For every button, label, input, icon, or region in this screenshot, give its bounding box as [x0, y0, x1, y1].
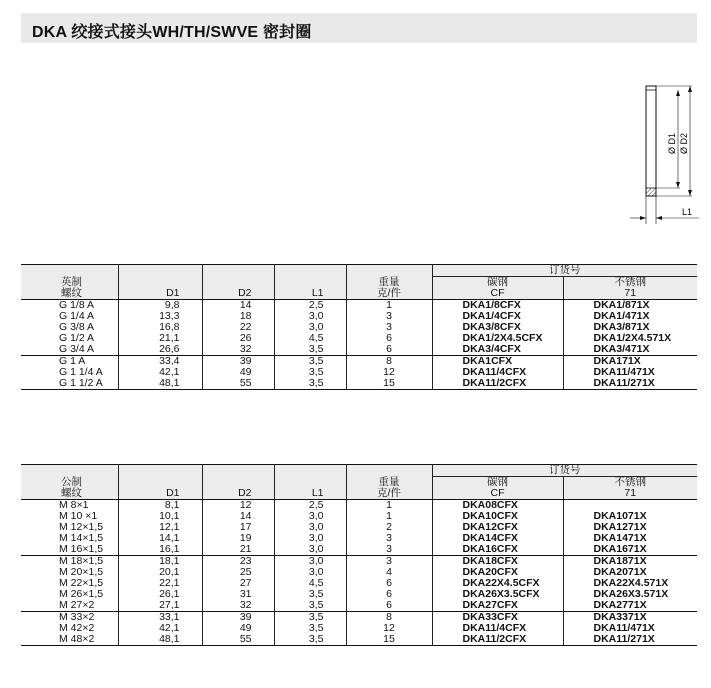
d2-header — [202, 265, 274, 300]
l1-cell: 3,5 — [274, 623, 346, 634]
thread-header-line: 英制 — [61, 276, 82, 288]
thread-cell: M 22×1,5 — [21, 578, 118, 589]
cf-header-code: CF — [432, 488, 563, 500]
d2-cell: 55 — [202, 634, 274, 646]
cf-order-cell: DKA22X4.5CFX — [432, 578, 563, 589]
weight-cell: 12 — [346, 623, 432, 634]
l1-cell: 3,0 — [274, 533, 346, 544]
thread-cell: G 1 1/2 A — [21, 378, 118, 390]
weight-cell: 6 — [346, 344, 432, 356]
thread-header-line: 螺纹 — [61, 287, 82, 299]
l1-cell: 3,5 — [274, 344, 346, 356]
thread-cell: M 33×2 — [21, 612, 118, 624]
l1-header — [274, 265, 346, 300]
thread-cell: G 3/8 A — [21, 322, 118, 333]
thread-cell: G 1/4 A — [21, 311, 118, 322]
d2-cell: 23 — [202, 556, 274, 568]
cf-order-cell: DKA14CFX — [432, 533, 563, 544]
l1-cell: 3,0 — [274, 511, 346, 522]
thread-cell: M 16×1,5 — [21, 544, 118, 556]
cf-order-cell: DKA16CFX — [432, 544, 563, 556]
d1-cell: 48,1 — [118, 634, 202, 646]
d2-cell: 39 — [202, 612, 274, 624]
d1-cell: 33,1 — [118, 612, 202, 624]
d1-cell: 14,1 — [118, 533, 202, 544]
d2-cell: 22 — [202, 322, 274, 333]
cf-order-cell: DKA27CFX — [432, 600, 563, 612]
d1-cell: 20,1 — [118, 567, 202, 578]
table-row — [21, 634, 697, 646]
thread-cell: M 20×1,5 — [21, 567, 118, 578]
d2-cell: 55 — [202, 378, 274, 390]
weight-header — [346, 265, 432, 300]
d2-cell: 14 — [202, 511, 274, 522]
d1-cell: 9,8 — [118, 300, 202, 312]
ss-order-cell: DKA1271X — [593, 521, 647, 533]
page-title: DKA 绞接式接头WH/TH/SWVE 密封圈 — [32, 24, 312, 41]
ss-order-cell: DKA11/271X — [563, 634, 697, 646]
d2-cell: 27 — [202, 578, 274, 589]
imperial-spec-table — [21, 264, 697, 390]
ss-header-cn: 不锈钢 — [563, 477, 697, 489]
weight-cell: 8 — [346, 356, 432, 368]
ss-order-cell: DKA1/2X4.571X — [593, 332, 672, 344]
weight-cell: 3 — [346, 311, 432, 322]
thread-cell: M 8×1 — [21, 500, 118, 512]
ss-order-cell: DKA2071X — [593, 566, 647, 578]
cf-order-cell: DKA11/2CFX — [432, 378, 563, 390]
weight-header-line: 重量 — [378, 476, 400, 488]
d2-cell: 39 — [202, 356, 274, 368]
d1-header-line: D1 — [166, 287, 180, 299]
table-row — [21, 378, 697, 390]
thread-cell: M 12×1,5 — [21, 522, 118, 533]
d1-cell: 13,3 — [118, 311, 202, 322]
l1-cell: 4,5 — [274, 578, 346, 589]
d2-cell: 32 — [202, 344, 274, 356]
d1-dim-label: Ø D1 — [667, 132, 677, 154]
l1-cell: 3,5 — [274, 600, 346, 612]
l1-cell: 3,5 — [274, 612, 346, 624]
ss-header-cn: 不锈钢 — [563, 277, 697, 289]
weight-header — [346, 465, 432, 500]
thread-header — [21, 265, 118, 300]
ss-order-cell: DKA11/471X — [593, 366, 655, 378]
l1-cell: 3,0 — [274, 567, 346, 578]
weight-cell: 15 — [346, 634, 432, 646]
ss-order-cell: DKA1471X — [593, 532, 647, 544]
d2-cell: 12 — [202, 500, 274, 512]
cf-order-cell: DKA1CFX — [432, 356, 563, 368]
weight-cell: 6 — [346, 578, 432, 589]
d1-cell: 21,1 — [118, 333, 202, 344]
seal-drawing — [600, 78, 700, 228]
weight-cell: 6 — [346, 589, 432, 600]
ss-order-cell: DKA22X4.571X — [593, 577, 669, 589]
ss-order-cell: DKA2771X — [563, 600, 697, 612]
weight-header-line: 克/件 — [377, 287, 401, 299]
ss-order-cell: DKA11/271X — [563, 378, 697, 390]
d1-cell: 42,1 — [118, 623, 202, 634]
l1-cell: 2,5 — [274, 300, 346, 312]
thread-cell: G 1/2 A — [21, 333, 118, 344]
d2-header — [202, 465, 274, 500]
d2-cell: 14 — [202, 300, 274, 312]
thread-header-line: 公制 — [61, 476, 82, 488]
weight-cell: 8 — [346, 612, 432, 624]
thread-cell: M 14×1,5 — [21, 533, 118, 544]
table-row — [21, 600, 697, 612]
l1-cell: 3,0 — [274, 522, 346, 533]
weight-header-line: 重量 — [378, 276, 400, 288]
weight-cell: 1 — [346, 500, 432, 512]
cf-order-cell: DKA1/8CFX — [432, 300, 563, 312]
weight-cell: 2 — [346, 522, 432, 533]
d2-cell: 49 — [202, 367, 274, 378]
d1-cell: 12,1 — [118, 522, 202, 533]
l1-cell: 3,5 — [274, 634, 346, 646]
d2-cell: 17 — [202, 522, 274, 533]
ss-order-cell: DKA1/871X — [593, 299, 650, 311]
weight-cell: 3 — [346, 533, 432, 544]
d1-cell: 16,8 — [118, 322, 202, 333]
ss-order-cell: DKA1671X — [563, 544, 697, 556]
cf-order-cell: DKA20CFX — [432, 567, 563, 578]
thread-cell: G 1/8 A — [21, 300, 118, 312]
thread-cell: G 1 1/4 A — [21, 367, 118, 378]
l1-cell: 3,5 — [274, 378, 346, 390]
d2-dim-label: Ø D2 — [679, 132, 689, 154]
ss-order-cell: DKA1071X — [593, 510, 647, 522]
ss-header-code: 71 — [563, 288, 697, 300]
cf-order-cell: DKA18CFX — [432, 556, 563, 568]
d1-cell: 10,1 — [118, 511, 202, 522]
ss-order-cell: DKA1/471X — [593, 310, 650, 322]
d1-header — [118, 265, 202, 300]
thread-cell: M 27×2 — [21, 600, 118, 612]
l1-cell: 3,0 — [274, 311, 346, 322]
thread-cell: M 10 ×1 — [21, 511, 118, 522]
thread-cell: G 1 A — [21, 356, 118, 368]
d1-cell: 33,4 — [118, 356, 202, 368]
d1-cell: 26,1 — [118, 589, 202, 600]
d2-cell: 26 — [202, 333, 274, 344]
d1-cell: 27,1 — [118, 600, 202, 612]
l1-cell: 2,5 — [274, 500, 346, 512]
ss-order-cell: DKA171X — [593, 355, 641, 367]
cf-order-cell: DKA1/2X4.5CFX — [432, 333, 563, 344]
d2-cell: 21 — [202, 544, 274, 556]
d2-header-line: D2 — [238, 287, 252, 299]
d1-cell: 8,1 — [118, 500, 202, 512]
weight-cell: 6 — [346, 600, 432, 612]
d1-cell: 16,1 — [118, 544, 202, 556]
ss-order-cell: DKA3/471X — [563, 344, 697, 356]
cf-order-cell: DKA11/4CFX — [432, 367, 563, 378]
weight-header-line: 克/件 — [377, 487, 401, 499]
cf-header-code: CF — [432, 288, 563, 300]
thread-cell: M 18×1,5 — [21, 556, 118, 568]
ss-order-cell: DKA3/871X — [593, 321, 650, 333]
l1-cell: 3,0 — [274, 544, 346, 556]
l1-cell: 3,0 — [274, 556, 346, 568]
thread-cell: G 3/4 A — [21, 344, 118, 356]
cf-order-cell: DKA11/2CFX — [432, 634, 563, 646]
table-row — [21, 344, 697, 356]
l1-cell: 3,0 — [274, 322, 346, 333]
cf-order-cell: DKA08CFX — [432, 500, 563, 512]
thread-cell: M 42×2 — [21, 623, 118, 634]
order-no-header: 订货号 — [432, 265, 697, 277]
cf-header-cn: 碳钢 — [432, 477, 563, 489]
weight-cell: 3 — [346, 544, 432, 556]
d2-cell: 31 — [202, 589, 274, 600]
cf-order-cell: DKA3/8CFX — [432, 322, 563, 333]
thread-cell: M 26×1,5 — [21, 589, 118, 600]
d2-cell: 49 — [202, 623, 274, 634]
d1-cell: 26,6 — [118, 344, 202, 356]
d2-cell: 19 — [202, 533, 274, 544]
order-no-header: 订货号 — [432, 465, 697, 477]
title-bar — [21, 13, 697, 43]
weight-cell: 3 — [346, 322, 432, 333]
weight-cell: 3 — [346, 556, 432, 568]
ss-order-cell: DKA3371X — [593, 611, 647, 623]
l1-header — [274, 465, 346, 500]
d2-cell: 32 — [202, 600, 274, 612]
d2-cell: 18 — [202, 311, 274, 322]
d1-cell: 42,1 — [118, 367, 202, 378]
thread-header-line: 螺纹 — [61, 487, 82, 499]
weight-cell: 6 — [346, 333, 432, 344]
l1-header-line: L1 — [311, 287, 324, 299]
weight-cell: 12 — [346, 367, 432, 378]
thread-cell: M 48×2 — [21, 634, 118, 646]
cf-order-cell: DKA1/4CFX — [432, 311, 563, 322]
l1-cell: 4,5 — [274, 333, 346, 344]
l1-header-line: L1 — [311, 487, 324, 499]
d2-cell: 25 — [202, 567, 274, 578]
d2-header-line: D2 — [238, 487, 252, 499]
l1-dim-label: L1 — [682, 207, 693, 217]
d1-cell: 18,1 — [118, 556, 202, 568]
table-row — [21, 544, 697, 556]
cf-header-cn: 碳钢 — [432, 277, 563, 289]
ss-order-cell: DKA11/471X — [593, 622, 655, 634]
ss-order-cell: DKA1871X — [593, 555, 647, 567]
l1-cell: 3,5 — [274, 356, 346, 368]
d1-cell: 48,1 — [118, 378, 202, 390]
ss-header-code: 71 — [563, 488, 697, 500]
d1-header — [118, 465, 202, 500]
cf-order-cell: DKA12CFX — [432, 522, 563, 533]
weight-cell: 4 — [346, 567, 432, 578]
weight-cell: 1 — [346, 511, 432, 522]
cf-order-cell: DKA33CFX — [432, 612, 563, 624]
l1-cell: 3,5 — [274, 367, 346, 378]
d1-cell: 22,1 — [118, 578, 202, 589]
d1-header-line: D1 — [166, 487, 180, 499]
cf-order-cell: DKA26X3.5CFX — [432, 589, 563, 600]
cf-order-cell: DKA3/4CFX — [432, 344, 563, 356]
cf-order-cell: DKA11/4CFX — [432, 623, 563, 634]
ss-order-cell: DKA26X3.571X — [593, 588, 669, 600]
thread-header — [21, 465, 118, 500]
cf-order-cell: DKA10CFX — [432, 511, 563, 522]
weight-cell: 1 — [346, 300, 432, 312]
metric-spec-table — [21, 464, 697, 646]
l1-cell: 3,5 — [274, 589, 346, 600]
weight-cell: 15 — [346, 378, 432, 390]
